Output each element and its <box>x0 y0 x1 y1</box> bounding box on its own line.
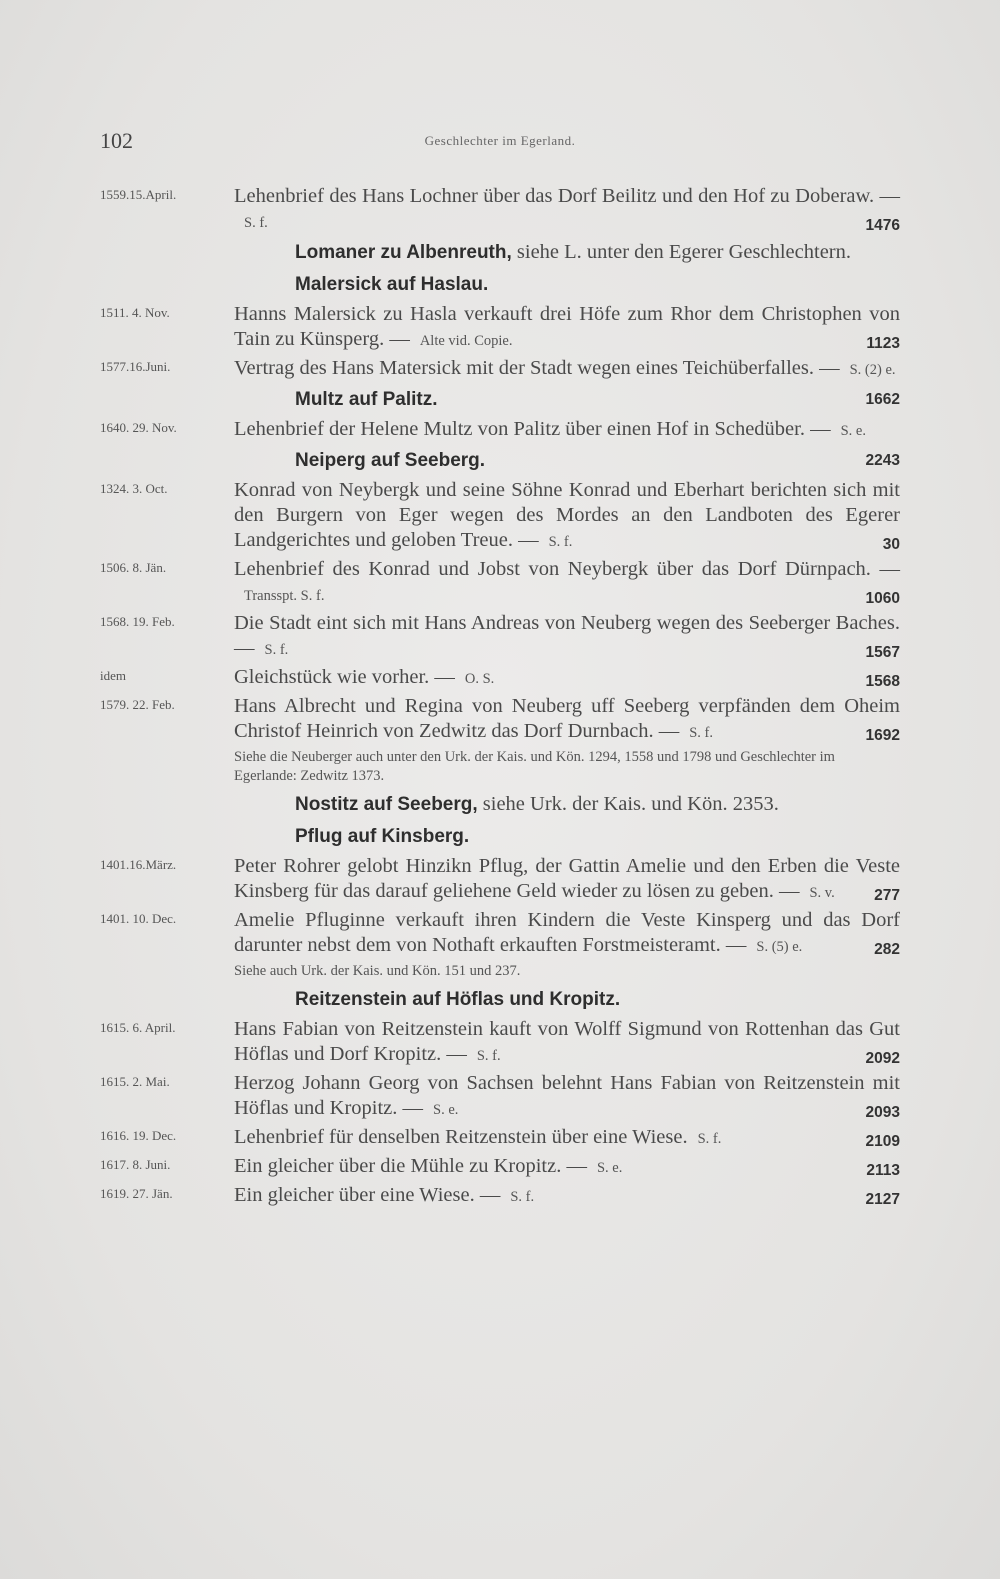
entry-source: Transspt. S. f. <box>244 588 325 604</box>
family-name: Lomaner zu Albenreuth, <box>295 242 512 263</box>
entry-text: Ein gleicher über eine Wiese. — <box>234 1184 501 1206</box>
entry-date: 1401.16.März. <box>100 857 177 872</box>
entry-text: Herzog Johann Georg von Sachsen belehnt Hans Fabian von Reitzenstein mit Höflas und Kropitz. — <box>234 1072 900 1119</box>
entry-source: S. (5) e. <box>756 939 803 955</box>
entry-text-block <box>234 694 900 746</box>
entry-date: 1324. 3. Oct. <box>100 481 168 496</box>
family-name: Multz auf Palitz. <box>295 389 438 410</box>
entry-number: 1692 <box>865 727 900 744</box>
entry-text-block <box>234 1125 900 1152</box>
entry-number: 1060 <box>865 590 900 607</box>
entry-number: 2113 <box>866 1162 900 1179</box>
document-entry <box>100 1017 900 1069</box>
entry-source: S. f. <box>510 1189 535 1205</box>
entry-text-block <box>234 908 900 960</box>
entry-text-block <box>234 1071 900 1123</box>
family-name: Pflug auf Kinsberg. <box>295 826 470 847</box>
entry-source: S. f. <box>548 534 573 550</box>
entry-source: S. (2) e. <box>849 362 896 378</box>
entry-number: 1567 <box>865 644 900 661</box>
entry-text: Amelie Pfluginne verkauft ihren Kindern die Veste Kinsperg und das Dorf darunter nebst dem von Nothaft erkauften Forstmeisteramt. — <box>234 909 900 956</box>
entry-date: 1401. 10. Dec. <box>100 911 177 926</box>
document-entry <box>100 1154 900 1181</box>
section-heading <box>100 238 900 267</box>
entry-number: 30 <box>882 536 900 553</box>
running-title: Geschlechter im Egerland. <box>424 133 576 148</box>
entry-number: 277 <box>874 887 900 904</box>
document-entry <box>100 1125 900 1152</box>
family-name: Neiperg auf Seeberg. <box>295 450 486 471</box>
entry-text: Vertrag des Hans Matersick mit der Stadt wegen eines Teichüberfalles. — <box>234 357 840 379</box>
family-name: Reitzenstein auf Höflas und Kropitz. <box>295 989 621 1010</box>
entry-text: Konrad von Neybergk und seine Söhne Konrad und Eberhart berichten sich mit den Burgern von Eger wegen des Mordes an den Landboten des Egerer Landgerichtes und geloben Treue. — <box>234 479 900 551</box>
entry-text: Hans Albrecht und Regina von Neuberg uff Seeberg verpfänden dem Oheim Christof Heinrich von Zedwitz das Dorf Durnbach. — <box>234 695 900 742</box>
section-heading <box>100 790 900 819</box>
section-heading <box>100 822 900 851</box>
entry-text: Die Stadt eint sich mit Hans Andreas von Neuberg wegen des Seeberger Baches. — <box>234 612 900 659</box>
entry-date: idem <box>100 668 126 683</box>
entry-date: 1559.15.April. <box>100 187 177 202</box>
entry-date: 1577.16.Juni. <box>100 359 171 374</box>
entry-text: Hans Fabian von Reitzenstein kauft von Wolff Sigmund von Rottenhan das Gut Höflas und Dorf Kropitz. — <box>234 1018 900 1065</box>
entry-number: 1123 <box>866 335 900 352</box>
entry-text-block <box>234 302 900 354</box>
section-note: Siehe auch Urk. der Kais. und Kön. 151 und 237. <box>234 963 521 979</box>
entry-text-block <box>234 665 900 692</box>
entry-source: Alte vid. Copie. <box>419 333 513 349</box>
entry-number: 2093 <box>865 1104 900 1121</box>
entry-date: 1640. 29. Nov. <box>100 420 177 435</box>
entry-number: 1568 <box>865 673 900 690</box>
family-name: Malersick auf Haslau. <box>295 274 489 295</box>
entry-date: 1579. 22. Feb. <box>100 697 175 712</box>
entry-number: 2243 <box>865 452 900 469</box>
entry-date: 1616. 19. Dec. <box>100 1128 177 1143</box>
section-note: Siehe die Neuberger auch unter den Urk. der Kais. und Kön. 1294, 1558 und 1798 und Geschlechter im Egerlande: Zedwitz 1373. <box>234 749 835 784</box>
section-heading <box>100 446 900 475</box>
entry-source: O. S. <box>464 671 495 687</box>
entry-source: S. f. <box>697 1131 722 1147</box>
entry-number: 282 <box>874 941 900 958</box>
entry-number: 2127 <box>865 1191 900 1208</box>
entry-source: S. e. <box>433 1102 459 1118</box>
document-entry <box>100 184 900 236</box>
section-heading <box>100 270 900 299</box>
entry-date: 1615. 6. April. <box>100 1020 176 1035</box>
section-heading <box>100 985 900 1014</box>
entry-text-block <box>234 1017 900 1069</box>
document-entry <box>100 302 900 354</box>
entry-text: Peter Rohrer gelobt Hinzikn Pflug, der Gattin Amelie und den Erben die Veste Kinsberg für das darauf geliehene Geld wieder zu lösen zu geben. — <box>234 855 900 902</box>
entry-date: 1619. 27. Jän. <box>100 1186 173 1201</box>
entry-text: Lehenbrief des Konrad und Jobst von Neybergk über das Dorf Dürnpach. — <box>234 558 900 580</box>
entry-source: S. e. <box>840 423 866 439</box>
section-heading <box>100 385 900 414</box>
entry-date: 1506. 8. Jän. <box>100 560 167 575</box>
entry-number: 2092 <box>865 1050 900 1067</box>
entry-date: 1617. 8. Juni. <box>100 1157 171 1172</box>
entry-source: S. e. <box>596 1160 623 1176</box>
entry-text: Lehenbrief des Hans Lochner über das Dorf Beilitz und den Hof zu Doberaw. — <box>234 185 900 207</box>
entry-text-block <box>234 478 900 555</box>
entry-text-block <box>234 1154 900 1181</box>
entry-number: 1662 <box>865 391 900 408</box>
entry-text-block <box>234 557 900 609</box>
entry-text: Lehenbrief der Helene Multz von Palitz über einen Hof in Schedüber. — <box>234 418 831 440</box>
document-entry <box>100 854 900 906</box>
entry-text-block <box>234 611 900 663</box>
heading-reference: siehe Urk. der Kais. und Kön. 2353. <box>482 793 779 815</box>
entry-source: S. f. <box>476 1048 501 1064</box>
document-entry <box>100 557 900 609</box>
page-number: 102 <box>100 128 133 153</box>
family-name: Nostitz auf Seeberg, <box>295 794 478 815</box>
document-entry <box>100 1183 900 1210</box>
entry-text-block <box>234 184 900 236</box>
entry-text: Ein gleicher über die Mühle zu Kropitz. — <box>234 1155 587 1177</box>
entry-date: 1511. 4. Nov. <box>100 305 170 320</box>
entry-date: 1615. 2. Mai. <box>100 1074 170 1089</box>
heading-reference: siehe L. unter den Egerer Geschlechtern. <box>516 241 851 263</box>
page-content <box>100 184 900 1212</box>
document-entry <box>100 611 900 663</box>
entry-number: 1476 <box>865 217 900 234</box>
entry-number: 2109 <box>865 1133 900 1150</box>
document-entry <box>100 694 900 746</box>
entry-date: 1568. 19. Feb. <box>100 614 175 629</box>
entry-text-block <box>234 854 900 906</box>
document-entry <box>100 478 900 555</box>
entry-text: Hanns Malersick zu Hasla verkauft drei Höfe zum Rhor dem Christophen von Tain zu Künsperg. — <box>234 303 900 350</box>
entry-source: S. v. <box>809 885 835 901</box>
entry-source: S. f. <box>689 725 713 741</box>
document-entry <box>100 1071 900 1123</box>
entry-source: S. f. <box>244 215 268 231</box>
page-header <box>100 128 900 158</box>
entry-text: Gleichstück wie vorher. — <box>234 666 455 688</box>
document-entry <box>100 908 900 960</box>
entry-text: Lehenbrief für denselben Reitzenstein über eine Wiese. <box>234 1126 688 1148</box>
entry-text-block <box>234 1183 900 1210</box>
entry-source: S. f. <box>264 642 289 658</box>
document-entry <box>100 665 900 692</box>
